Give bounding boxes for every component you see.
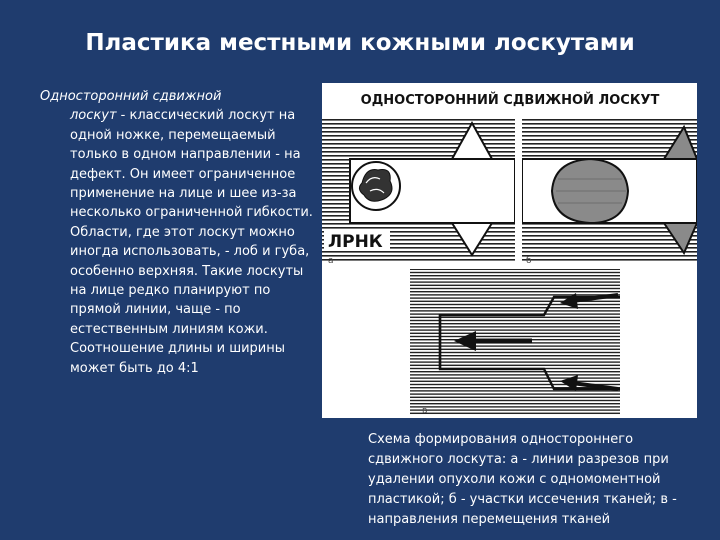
figure-heading: ОДНОСТОРОННИЙ СДВИЖНОЙ ЛОСКУТ xyxy=(360,93,660,108)
panel-a xyxy=(322,117,515,266)
body-description: - классический лоскут на одной ножке, перемещаемый только в одном направлении - на дефект. Он имеет ограниченное применение на лице и шее из-за несколько ограниченной гибкости. Области, где этот лоскут можно иногда использовать, - лоб и губа, особенно верхняя. Такие лоскуты на лице редко планируют по прямой линии, чаще - по естественным линиям кожи. Соотношение длины и ширины может быть до 4:1 xyxy=(70,108,313,376)
body-text xyxy=(40,87,320,378)
panel-c xyxy=(410,269,620,416)
flap-diagram-svg xyxy=(322,83,697,418)
panel-b xyxy=(522,117,697,266)
logo-text: ЛРНК xyxy=(328,232,383,252)
label-c: в xyxy=(422,406,428,416)
figure-caption: Схема формирования одностороннего сдвижного лоскута: а - линии разрезов при удалении опухоли кожи с одномоментной пластикой; б - участки иссечения тканей; в - направления перемещения тканей xyxy=(368,432,677,527)
label-a: а xyxy=(328,256,334,266)
flap-diagram xyxy=(322,83,697,418)
lead-term-line1: Односторонний сдвижной xyxy=(40,89,222,104)
slide-title: Пластика местными кожными лоскутами xyxy=(85,30,635,56)
body-paragraph xyxy=(40,106,320,378)
lead-term-line2: лоскут xyxy=(70,108,117,124)
label-b: б xyxy=(526,256,532,266)
